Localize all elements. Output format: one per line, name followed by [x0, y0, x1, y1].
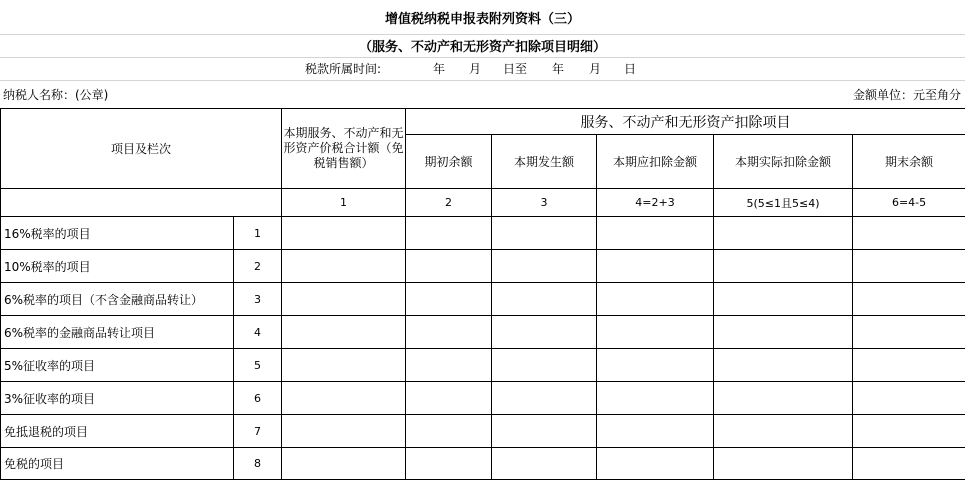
amount-cell[interactable] [714, 217, 853, 250]
amount-cell[interactable] [406, 448, 492, 480]
amount-cell[interactable] [714, 448, 853, 480]
row-label: 5%征收率的项目 [1, 349, 234, 382]
amount-cell[interactable] [282, 382, 406, 415]
amount-cell[interactable] [282, 283, 406, 316]
report-subtitle: （服务、不动产和无形资产扣除项目明细） [358, 40, 606, 55]
amount-cell[interactable] [597, 217, 714, 250]
period-month-start: 月 [469, 62, 482, 76]
formula-row [1, 189, 965, 217]
row-number: 4 [234, 316, 282, 349]
header-col-total-amount: 本期服务、不动产和无形资产价税合计额（免税销售额） [282, 109, 406, 189]
formula-cell: 4=2+3 [597, 189, 714, 217]
amount-cell[interactable] [492, 316, 597, 349]
amount-cell[interactable] [492, 217, 597, 250]
amount-cell[interactable] [853, 349, 965, 382]
amount-cell[interactable] [597, 316, 714, 349]
period-year-start: 年 [433, 62, 446, 76]
taxpayer-info-row [0, 80, 965, 108]
amount-cell[interactable] [492, 283, 597, 316]
amount-cell[interactable] [714, 349, 853, 382]
amount-cell[interactable] [853, 415, 965, 448]
row-label: 6%税率的项目（不含金融商品转让） [1, 283, 234, 316]
header-deduction-group: 服务、不动产和无形资产扣除项目 [406, 109, 965, 135]
amount-cell[interactable] [282, 217, 406, 250]
amount-cell[interactable] [492, 415, 597, 448]
report-title: 增值税纳税申报表附列资料（三） [384, 11, 580, 27]
row-number: 5 [234, 349, 282, 382]
row-label: 免税的项目 [1, 448, 234, 480]
row-number: 2 [234, 250, 282, 283]
amount-cell[interactable] [853, 217, 965, 250]
tax-period-row [0, 57, 965, 81]
amount-cell[interactable] [853, 283, 965, 316]
header-col-opening-balance: 期初余额 [406, 135, 492, 189]
amount-cell[interactable] [597, 382, 714, 415]
tax-period-label: 税款所属时间: [305, 62, 382, 76]
formula-cell: 6=4-5 [853, 189, 965, 217]
amount-cell[interactable] [714, 283, 853, 316]
amount-cell[interactable] [492, 382, 597, 415]
deduction-table [0, 108, 965, 480]
amount-cell[interactable] [406, 217, 492, 250]
row-number: 6 [234, 382, 282, 415]
amount-cell[interactable] [406, 316, 492, 349]
amount-cell[interactable] [406, 382, 492, 415]
header-col-closing-balance: 期末余额 [853, 135, 965, 189]
amount-unit-label: 金额单位：元至角分 [852, 87, 961, 102]
table-row [1, 382, 965, 415]
row-number: 3 [234, 283, 282, 316]
table-row [1, 349, 965, 382]
amount-cell[interactable] [492, 250, 597, 283]
amount-cell[interactable] [492, 349, 597, 382]
table-row [1, 217, 965, 250]
amount-cell[interactable] [282, 415, 406, 448]
amount-cell[interactable] [282, 316, 406, 349]
formula-cell: 5(5≤1且5≤4) [714, 189, 853, 217]
amount-cell[interactable] [406, 250, 492, 283]
amount-cell[interactable] [282, 250, 406, 283]
amount-cell[interactable] [853, 448, 965, 480]
amount-cell[interactable] [597, 349, 714, 382]
table-row [1, 283, 965, 316]
taxpayer-name-label: 纳税人名称：(公章) [3, 87, 109, 102]
amount-cell[interactable] [853, 250, 965, 283]
amount-cell[interactable] [406, 283, 492, 316]
amount-cell[interactable] [597, 415, 714, 448]
amount-cell[interactable] [714, 250, 853, 283]
row-label: 16%税率的项目 [1, 217, 234, 250]
table-row [1, 448, 965, 480]
amount-cell[interactable] [597, 283, 714, 316]
amount-cell[interactable] [282, 448, 406, 480]
formula-cell: 2 [406, 189, 492, 217]
period-day-to: 日至 [503, 62, 528, 76]
amount-cell[interactable] [853, 382, 965, 415]
formula-cell: 3 [492, 189, 597, 217]
row-label: 3%征收率的项目 [1, 382, 234, 415]
formula-blank-cell [1, 189, 282, 217]
header-col-actual-deduction: 本期实际扣除金额 [714, 135, 853, 189]
formula-cell: 1 [282, 189, 406, 217]
amount-cell[interactable] [406, 349, 492, 382]
amount-cell[interactable] [597, 250, 714, 283]
period-year-end: 年 [552, 62, 565, 76]
row-label: 免抵退税的项目 [1, 415, 234, 448]
table-row [1, 415, 965, 448]
amount-cell[interactable] [492, 448, 597, 480]
amount-cell[interactable] [714, 316, 853, 349]
row-number: 1 [234, 217, 282, 250]
row-label: 6%税率的金融商品转让项目 [1, 316, 234, 349]
amount-cell[interactable] [714, 382, 853, 415]
header-col-current-amount: 本期发生额 [492, 135, 597, 189]
period-month-end: 月 [589, 62, 602, 76]
row-number: 7 [234, 415, 282, 448]
header-item-column: 项目及栏次 [1, 109, 282, 189]
report-title-row [0, 0, 965, 35]
amount-cell[interactable] [597, 448, 714, 480]
report-subtitle-row [0, 34, 965, 58]
header-col-deductible-amount: 本期应扣除金额 [597, 135, 714, 189]
amount-cell[interactable] [714, 415, 853, 448]
row-label: 10%税率的项目 [1, 250, 234, 283]
row-number: 8 [234, 448, 282, 480]
amount-cell[interactable] [853, 316, 965, 349]
table-row [1, 250, 965, 283]
amount-cell[interactable] [406, 415, 492, 448]
amount-cell[interactable] [282, 349, 406, 382]
period-day-end: 日 [624, 62, 637, 76]
table-row [1, 316, 965, 349]
